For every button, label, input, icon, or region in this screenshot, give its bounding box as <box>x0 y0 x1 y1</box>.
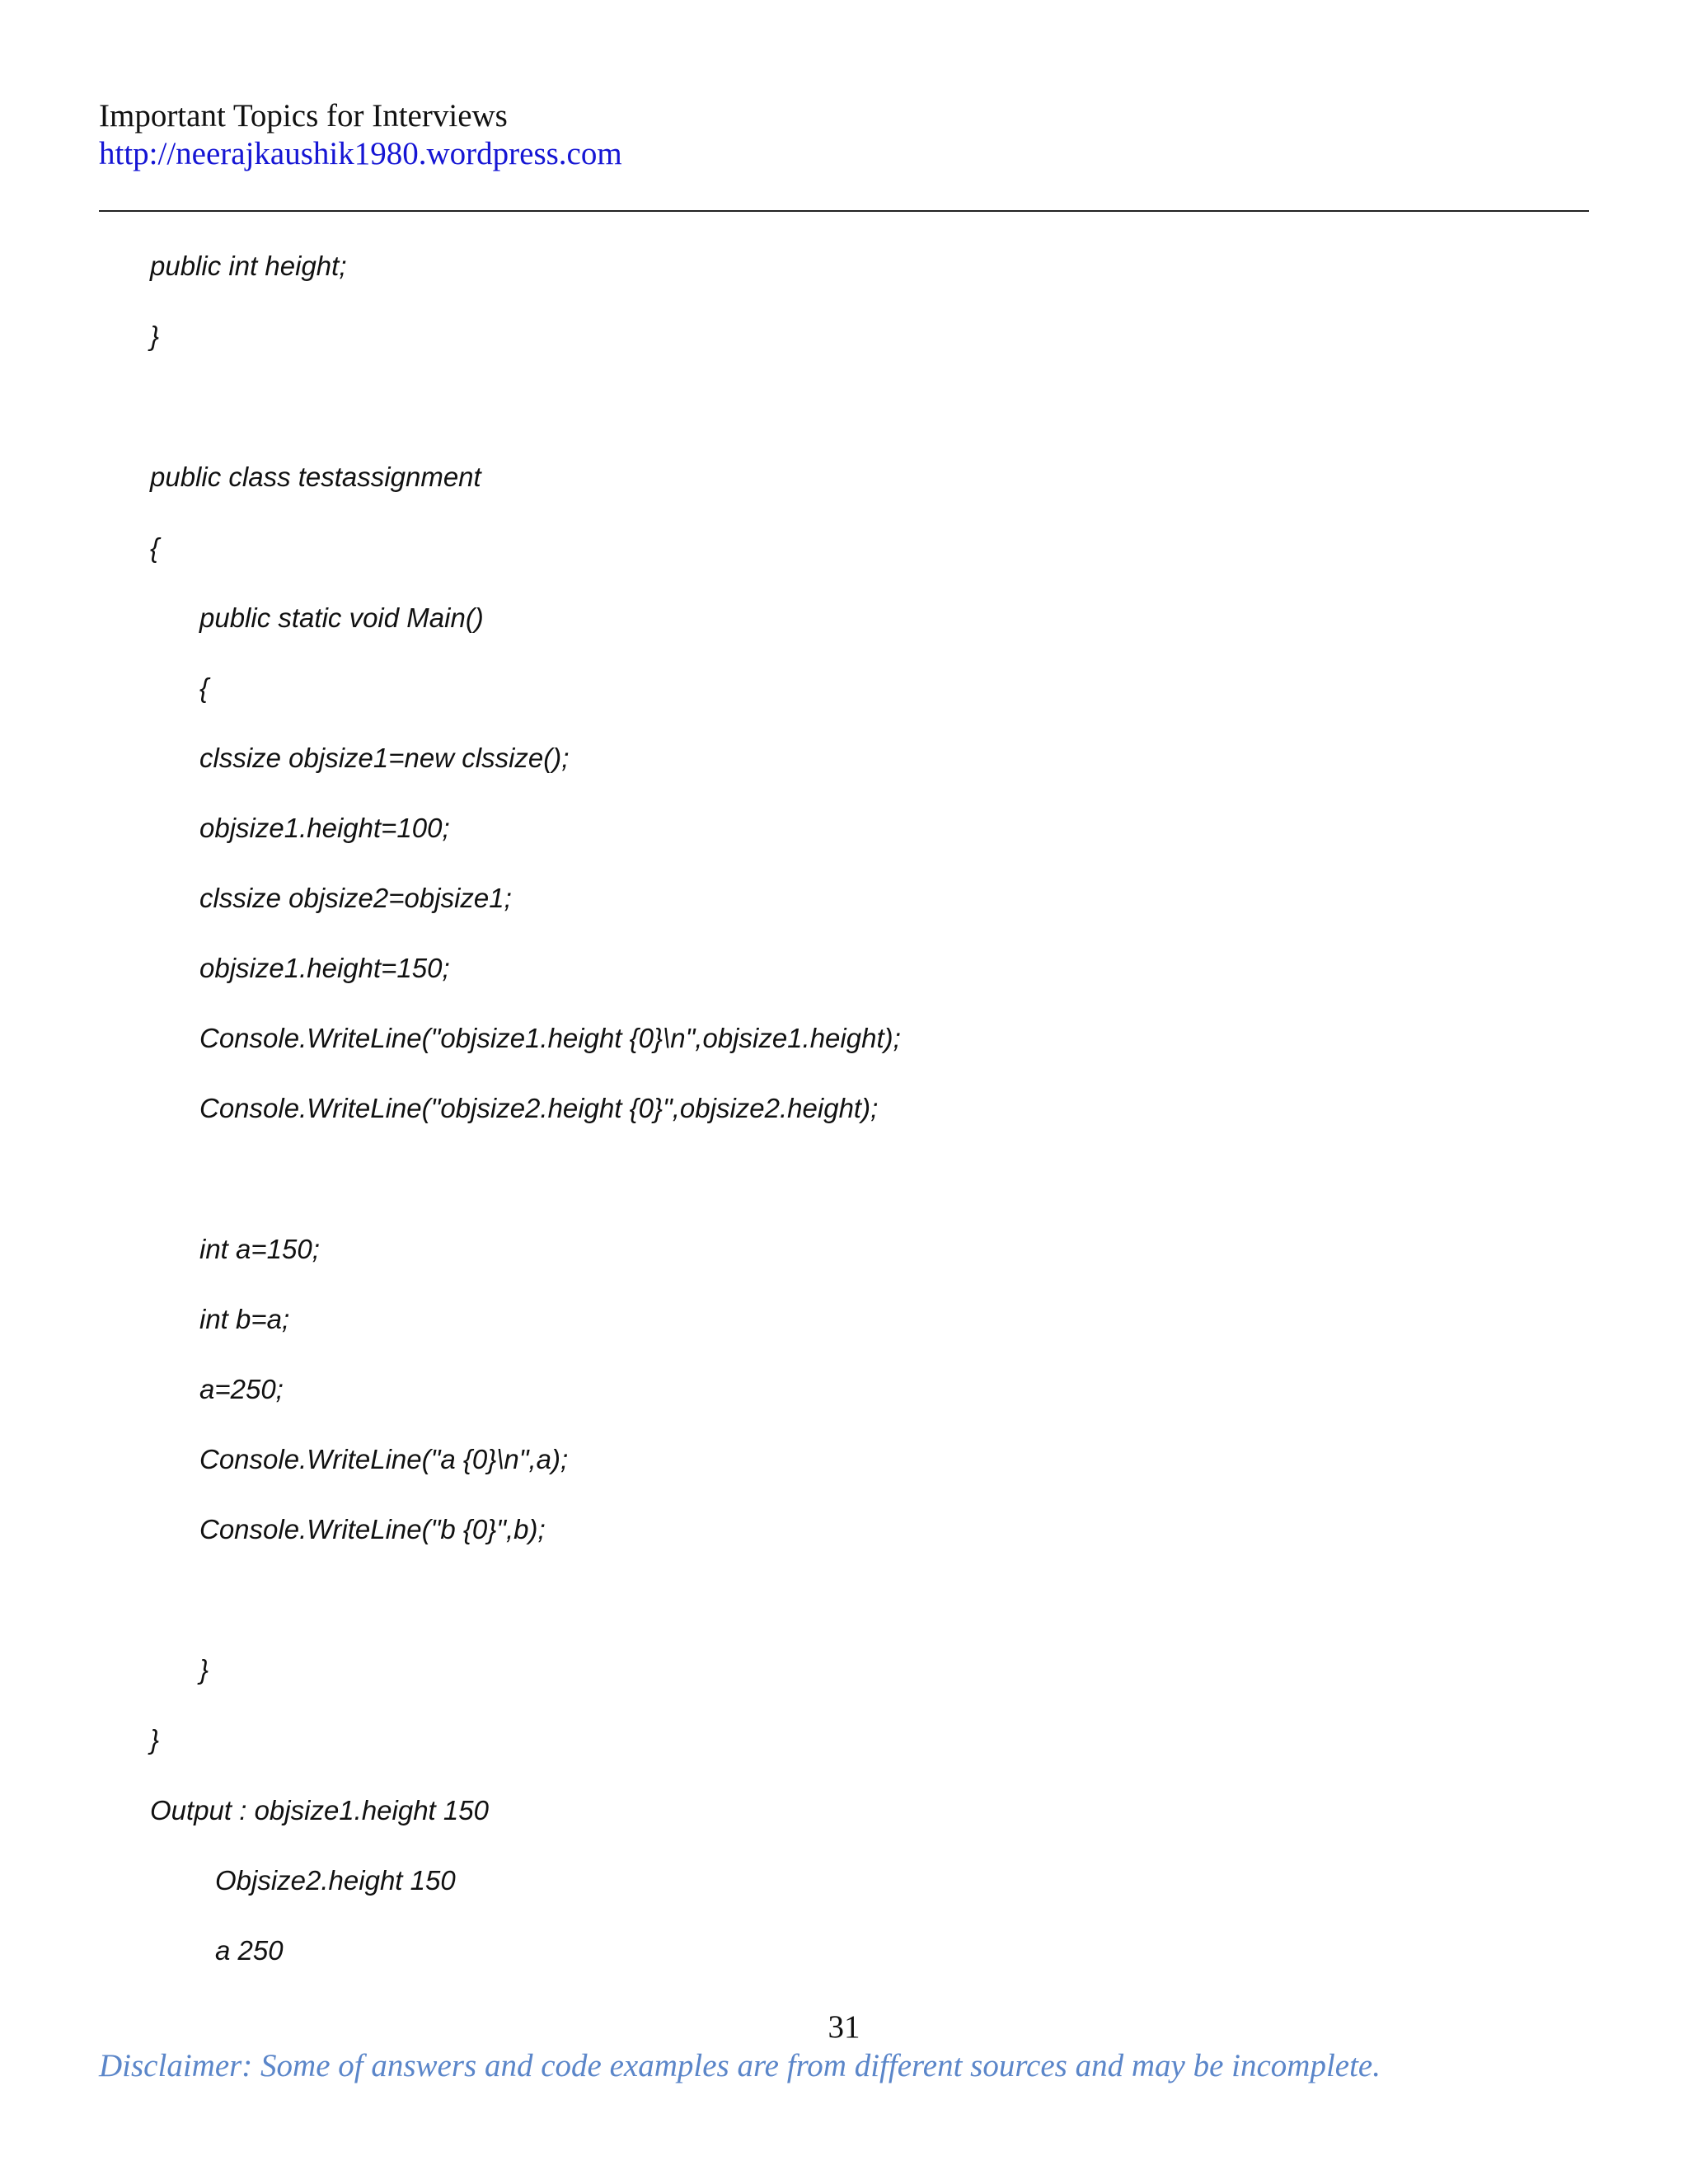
code-line: { <box>199 673 209 703</box>
header-divider <box>99 210 1589 212</box>
output-label: Output : objsize1.height 150 <box>150 1795 489 1825</box>
output-line: a 250 <box>215 1935 284 1966</box>
code-line: } <box>150 1724 160 1755</box>
code-line: clssize objsize2=objsize1; <box>199 883 512 913</box>
header-title: Important Topics for Interviews <box>99 98 508 134</box>
code-line: Console.WriteLine("objsize2.height {0}",objsize2.height); <box>199 1093 879 1123</box>
disclaimer: Disclaimer: Some of answers and code examples are from different sources and may be incomplete. <box>99 2048 1381 2083</box>
code-line: clssize objsize1=new clssize(); <box>199 743 570 773</box>
header-link[interactable]: http://neerajkaushik1980.wordpress.com <box>99 136 622 171</box>
code-line: int a=150; <box>199 1234 320 1264</box>
output-line: Objsize2.height 150 <box>215 1865 456 1896</box>
code-line: } <box>199 1654 209 1685</box>
code-line: objsize1.height=100; <box>199 813 450 843</box>
code-line: Console.WriteLine("b {0}",b); <box>199 1514 546 1544</box>
code-line: { <box>150 532 160 563</box>
code-line: int b=a; <box>199 1304 290 1334</box>
code-line: public static void Main() <box>199 602 484 633</box>
code-line: Console.WriteLine("a {0}\n",a); <box>199 1444 569 1474</box>
code-line: } <box>150 321 160 351</box>
code-line: objsize1.height=150; <box>199 953 450 983</box>
page-number: 31 <box>828 2009 860 2045</box>
code-line: public int height; <box>150 251 347 281</box>
code-line: Console.WriteLine("objsize1.height {0}\n",objsize1.height); <box>199 1023 901 1053</box>
code-line: a=250; <box>199 1374 284 1404</box>
code-line: public class testassignment <box>150 462 481 492</box>
